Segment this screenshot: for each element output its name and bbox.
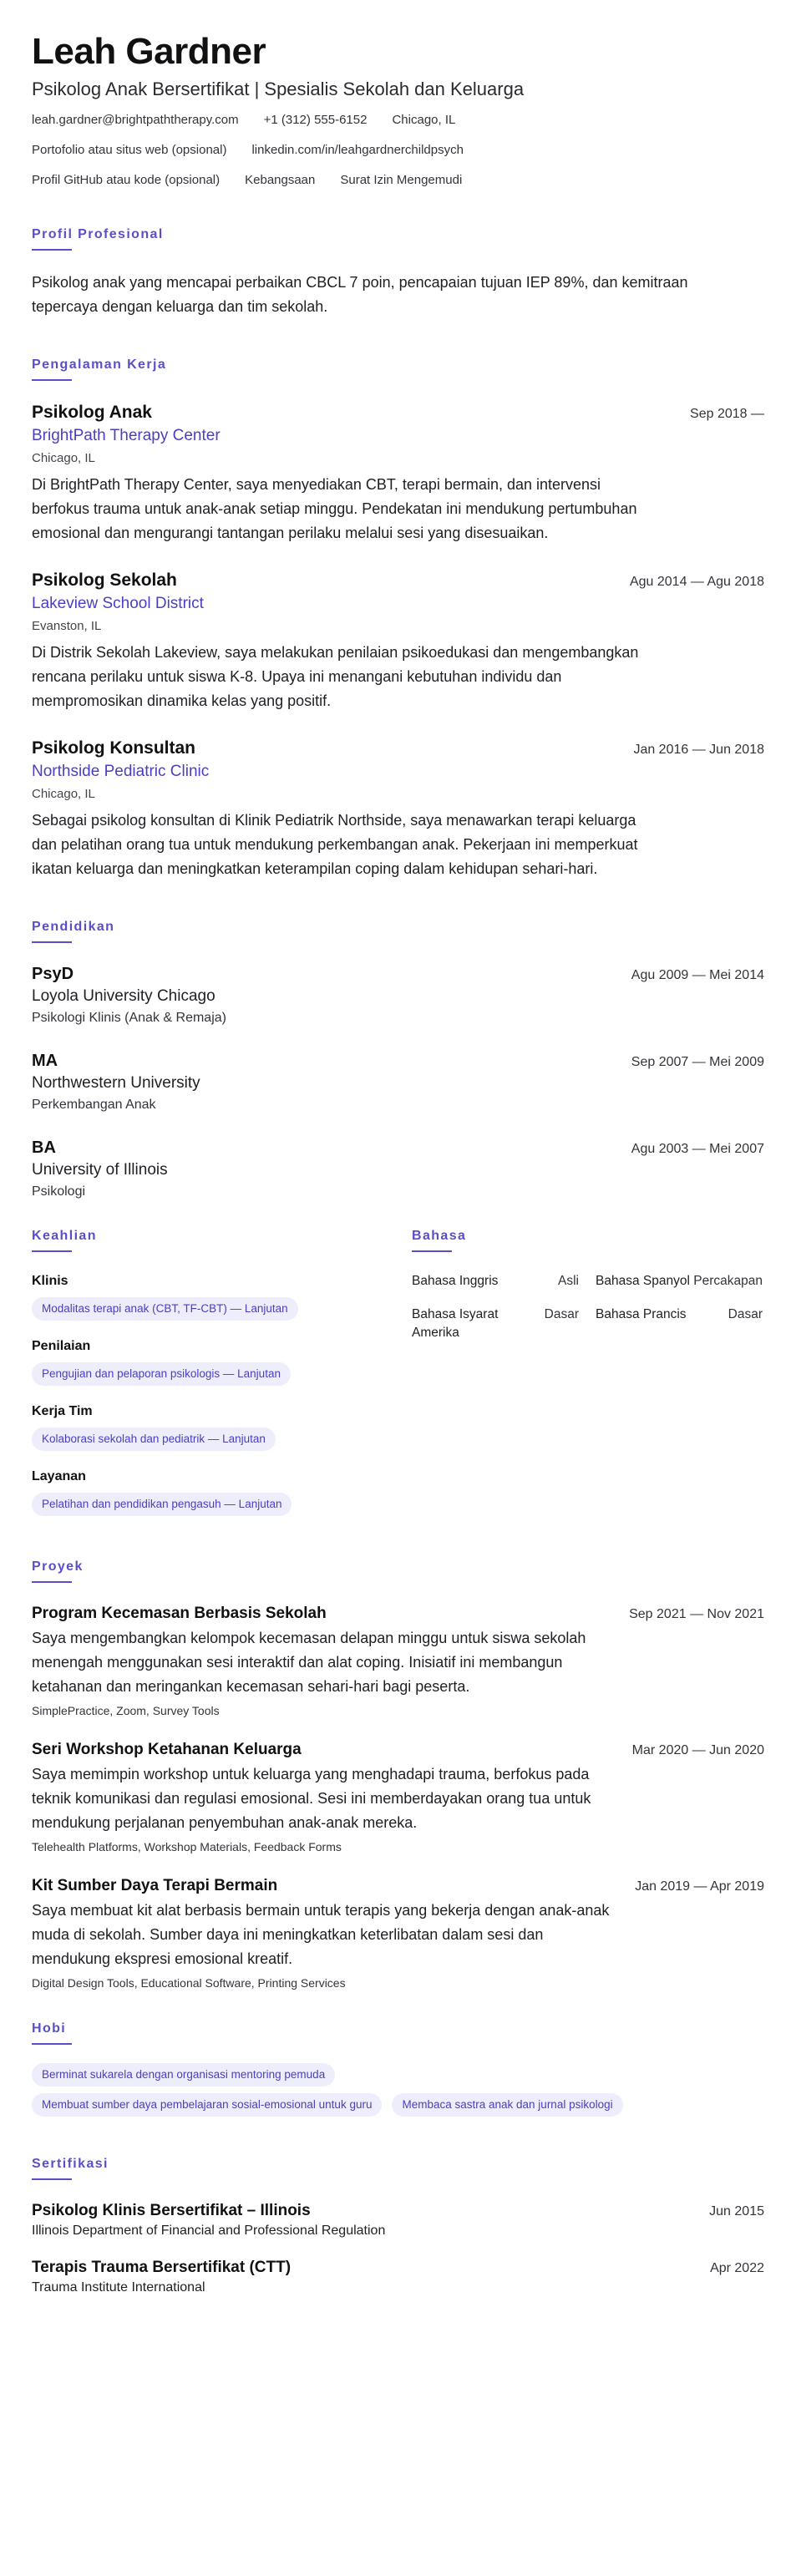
job-entry (32, 569, 764, 713)
contact-portfolio[interactable]: Portofolio atau situs web (opsional) (32, 143, 227, 157)
skill-group (32, 1337, 412, 1386)
skill-group (32, 1272, 412, 1321)
section-divider (32, 2043, 72, 2045)
section-title: Pendidikan (32, 920, 115, 934)
section-title: Sertifikasi (32, 2157, 109, 2171)
skill-category: Penilaian (32, 1339, 91, 1353)
section-skills-languages (32, 1227, 764, 1533)
section-experience (32, 356, 764, 881)
job-title: Psikolog Anak (32, 403, 152, 422)
contact-driving-license: Surat Izin Mengemudi (340, 173, 463, 187)
section-hobbies (32, 2020, 764, 2117)
education-school: University of Illinois (32, 1161, 168, 1179)
section-divider (32, 941, 72, 943)
hobby-pill: Membuat sumber daya pembelajaran sosial-emosional untuk guru (32, 2093, 382, 2117)
education-school: Northwestern University (32, 1074, 200, 1092)
certification-issuer: Illinois Department of Financial and Professional Regulation (32, 2224, 386, 2238)
contact-row-3 (32, 172, 764, 189)
job-date: Agu 2014 — Agu 2018 (629, 575, 764, 589)
language-name: Bahasa Prancis (596, 1307, 687, 1321)
project-description: Saya membuat kit alat berbasis bermain untuk terapis yang bekerja dengan anak-anak muda di sekolah. Sumber daya ini meningkatkan keterlibatan dalam sesi dan mendukung ekspresi emosional kreatif. (32, 1902, 610, 1967)
contact-location: Chicago, IL (392, 113, 456, 127)
education-degree: MA (32, 1052, 58, 1070)
project-entry (32, 1603, 764, 1719)
contact-row-2 (32, 142, 764, 159)
skill-pill: Pengujian dan pelaporan psikologis — Lanjutan (32, 1362, 291, 1386)
contact-email[interactable]: leah.gardner@brightpaththerapy.com (32, 113, 239, 127)
job-location: Evanston, IL (32, 619, 102, 633)
contact-phone[interactable]: +1 (312) 555-6152 (263, 113, 368, 127)
project-date: Mar 2020 — Jun 2020 (631, 1743, 764, 1757)
project-tools: Digital Design Tools, Educational Software, Printing Services (32, 1976, 346, 1990)
language-list (412, 1272, 764, 1342)
project-entry (32, 1875, 764, 1991)
certification-name: Psikolog Klinis Bersertifikat – Illinois (32, 2202, 311, 2219)
hobby-pill: Berminat sukarela dengan organisasi mentoring pemuda (32, 2063, 335, 2087)
contact-nationality: Kebangsaan (245, 173, 316, 187)
language-level: Asli (558, 1274, 579, 1288)
project-tools: SimplePractice, Zoom, Survey Tools (32, 1704, 220, 1717)
education-field: Perkembangan Anak (32, 1098, 156, 1112)
certification-entry (32, 2200, 764, 2240)
job-title: Psikolog Sekolah (32, 570, 177, 590)
education-date: Agu 2009 — Mei 2014 (631, 968, 764, 982)
job-entry (32, 737, 764, 881)
education-date: Agu 2003 — Mei 2007 (631, 1142, 764, 1156)
section-certifications (32, 2155, 764, 2297)
languages-column (412, 1227, 764, 1533)
hobby-list (32, 2087, 764, 2117)
language-name: Bahasa Inggris (412, 1274, 499, 1288)
language-name: Bahasa Spanyol (596, 1274, 690, 1288)
project-date: Sep 2021 — Nov 2021 (629, 1607, 764, 1621)
job-company: Northside Pediatric Clinic (32, 763, 210, 780)
candidate-headline: Psikolog Anak Bersertifikat | Spesialis Sekolah dan Keluarga (32, 79, 525, 99)
hobby-list (32, 2056, 764, 2087)
skills-column (32, 1227, 412, 1533)
skill-group (32, 1402, 412, 1451)
project-name: Seri Workshop Ketahanan Keluarga (32, 1741, 302, 1758)
education-school: Loyola University Chicago (32, 987, 215, 1005)
section-divider (32, 1581, 72, 1583)
section-projects (32, 1558, 764, 1991)
section-title: Bahasa (412, 1229, 467, 1243)
project-name: Program Kecemasan Berbasis Sekolah (32, 1605, 327, 1622)
language-level: Percakapan (693, 1274, 763, 1288)
job-title: Psikolog Konsultan (32, 738, 196, 758)
education-field: Psikologi Klinis (Anak & Remaja) (32, 1011, 226, 1025)
section-divider (32, 379, 72, 381)
language-level: Dasar (544, 1307, 579, 1321)
contact-row-1 (32, 112, 764, 129)
profile-summary: Psikolog anak yang mencapai perbaikan CBCL 7 poin, pencapaian tujuan IEP 89%, dan kemitraan tepercaya dengan keluarga dan tim sekolah. (32, 274, 688, 315)
section-profile (32, 226, 764, 319)
certification-name: Terapis Trauma Bersertifikat (CTT) (32, 2259, 292, 2276)
project-name: Kit Sumber Daya Terapi Bermain (32, 1877, 278, 1894)
section-divider (32, 2178, 72, 2180)
job-date: Sep 2018 — (690, 407, 764, 421)
contact-github[interactable]: Profil GitHub atau kode (opsional) (32, 173, 221, 187)
job-company: BrightPath Therapy Center (32, 427, 221, 444)
language-item (596, 1272, 763, 1291)
section-divider (412, 1250, 452, 1252)
section-education (32, 918, 764, 1202)
section-title: Profil Profesional (32, 227, 164, 241)
job-date: Jan 2016 — Jun 2018 (633, 743, 764, 757)
project-tools: Telehealth Platforms, Workshop Materials, Feedback Forms (32, 1840, 342, 1853)
skill-pill: Modalitas terapi anak (CBT, TF-CBT) — Lanjutan (32, 1297, 298, 1321)
section-divider (32, 1250, 72, 1252)
job-description: Di Distrik Sekolah Lakeview, saya melakukan penilaian psikoedukasi dan mengembangkan rencana perilaku untuk siswa K-8. Upaya ini menangani kebutuhan individu dan mempromosikan dinamika kelas yang positif. (32, 644, 639, 709)
certification-entry (32, 2257, 764, 2297)
section-title: Keahlian (32, 1229, 97, 1243)
skill-category: Layanan (32, 1469, 86, 1483)
job-location: Chicago, IL (32, 451, 95, 465)
certification-date: Jun 2015 (709, 2204, 764, 2219)
project-description: Saya memimpin workshop untuk keluarga yang menghadapi trauma, berfokus pada teknik komunikasi dan regulasi emosional. Sesi ini memberdayakan orang tua untuk mendukung perjalanan penyembuhan anak-anak mereka. (32, 1766, 591, 1831)
language-name: Bahasa Isyarat Amerika (412, 1307, 499, 1340)
language-item (412, 1272, 579, 1291)
job-entry (32, 401, 764, 545)
section-title: Pengalaman Kerja (32, 357, 167, 372)
certification-date: Apr 2022 (710, 2261, 764, 2275)
skill-category: Klinis (32, 1274, 68, 1288)
project-description: Saya mengembangkan kelompok kecemasan delapan minggu untuk siswa sekolah menengah menggunakan sesi interaktif dan alat coping. Inisiatif ini membangun ketahanan dan meringankan kecemasan sehari-hari bagi peserta. (32, 1630, 586, 1695)
skill-pill: Pelatihan dan pendidikan pengasuh — Lanjutan (32, 1493, 292, 1516)
education-date: Sep 2007 — Mei 2009 (631, 1055, 764, 1069)
education-entry (32, 1137, 764, 1202)
candidate-name: Leah Gardner (32, 31, 266, 72)
language-item (596, 1306, 763, 1342)
contact-linkedin[interactable]: linkedin.com/in/leahgardnerchildpsych (251, 143, 464, 157)
skill-pill: Kolaborasi sekolah dan pediatrik — Lanjutan (32, 1427, 276, 1451)
language-item (412, 1306, 579, 1342)
skill-group (32, 1468, 412, 1516)
hobby-pill: Membaca sastra anak dan jurnal psikologi (392, 2093, 622, 2117)
section-title: Proyek (32, 1559, 84, 1574)
job-description: Sebagai psikolog konsultan di Klinik Pediatrik Northside, saya menawarkan terapi keluarga dan pelatihan orang tua untuk mendukung perkembangan anak. Pekerjaan ini memperkuat ikatan keluarga dan meningkatkan keterampilan coping dalam kehidupan sehari-hari. (32, 812, 638, 877)
skill-category: Kerja Tim (32, 1404, 93, 1418)
education-entry (32, 1050, 764, 1115)
language-level: Dasar (728, 1307, 763, 1321)
education-degree: PsyD (32, 965, 74, 983)
section-divider (32, 249, 72, 251)
project-entry (32, 1739, 764, 1855)
education-entry (32, 963, 764, 1028)
project-date: Jan 2019 — Apr 2019 (635, 1879, 764, 1894)
section-title: Hobi (32, 2021, 67, 2036)
education-degree: BA (32, 1138, 56, 1157)
job-company: Lakeview School District (32, 595, 204, 612)
education-field: Psikologi (32, 1184, 86, 1199)
job-description: Di BrightPath Therapy Center, saya menyediakan CBT, terapi bermain, dan intervensi berfokus trauma untuk anak-anak setiap minggu. Pendekatan ini mendukung pertumbuhan emosional dan mengurangi tantangan perilaku melalui sesi yang disesuaikan. (32, 476, 637, 541)
certification-issuer: Trauma Institute International (32, 2280, 205, 2295)
job-location: Chicago, IL (32, 787, 95, 801)
